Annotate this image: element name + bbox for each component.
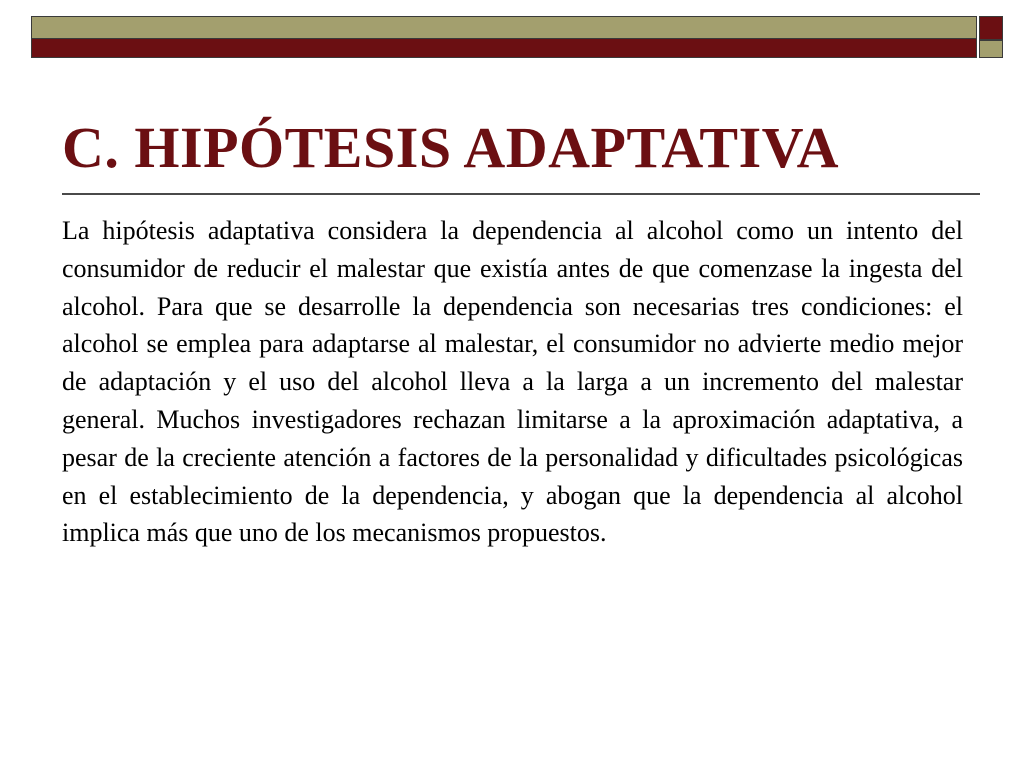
slide-title: C. HIPÓTESIS ADAPTATIVA (62, 115, 839, 180)
top-banner (31, 16, 977, 58)
title-divider (62, 193, 980, 195)
banner-stripe (32, 17, 976, 39)
slide-body-text: La hipótesis adaptativa considera la dependencia al alcohol como un intento del consumidor de reducir el malestar que existía antes de que comenzase la ingesta del alcohol. Para que se desarrolle la dependencia son necesarias tres condiciones: el alcohol se emplea para adaptarse al malestar, el consumidor no advierte medio mejor de adaptación y el uso del alcohol lleva a la larga a un incremento del malestar general. Muchos investigadores rechazan limitarse a la aproximación adaptativa, a pesar de la creciente atención a factores de la personalidad y dificultades psicológicas en el establecimiento de la dependencia, y abogan que la dependencia al alcohol implica más que uno de los mecanismos propuestos. (62, 216, 963, 548)
corner-square-dark (979, 16, 1003, 40)
corner-square-light (979, 40, 1003, 58)
